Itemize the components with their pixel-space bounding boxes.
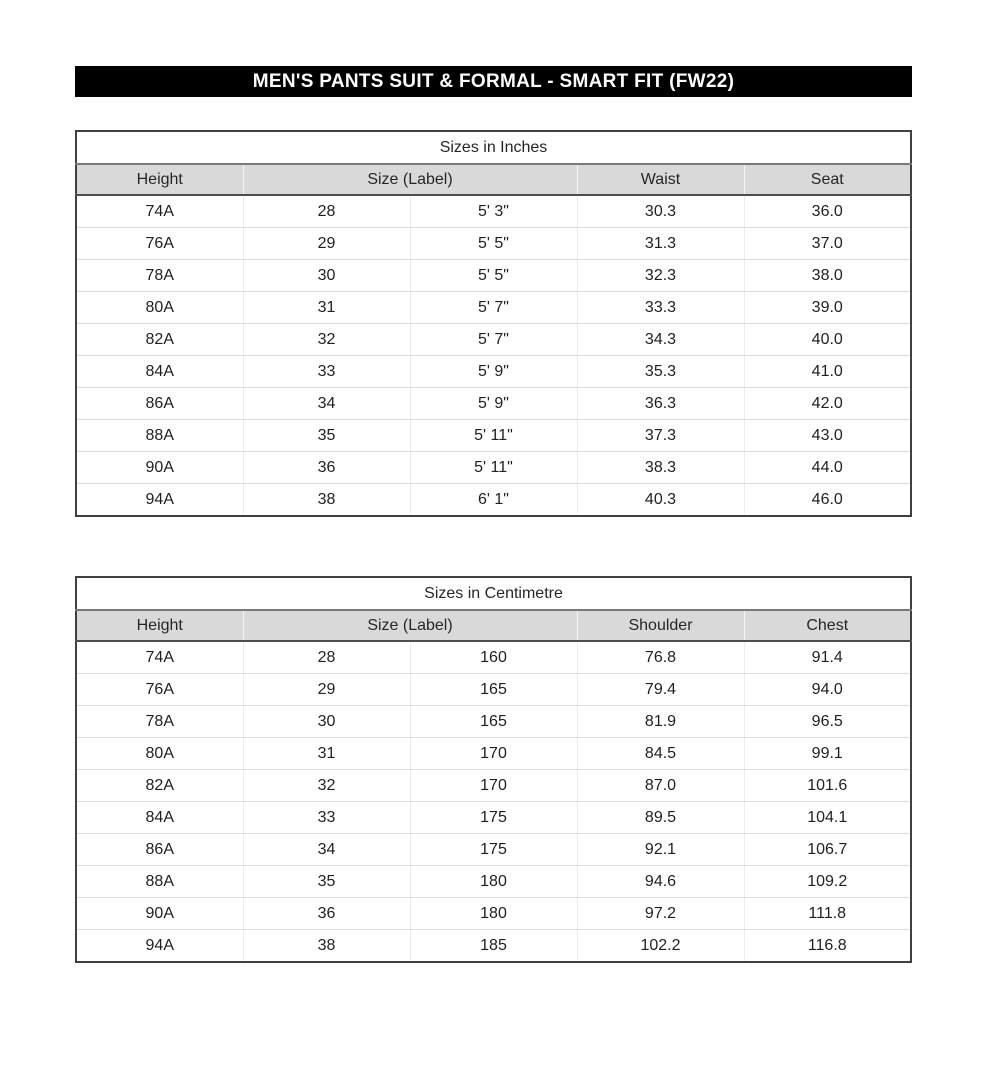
- table-cell: 33: [243, 802, 410, 834]
- column-header-height: Height: [76, 610, 243, 641]
- table-cell: 165: [410, 706, 577, 738]
- table-cell: 104.1: [744, 802, 911, 834]
- table-cell: 80A: [76, 292, 243, 324]
- table-cell: 99.1: [744, 738, 911, 770]
- table-cell: 76A: [76, 228, 243, 260]
- table-row: [76, 452, 911, 484]
- table-cell: 30.3: [577, 195, 744, 228]
- table-cell: 78A: [76, 706, 243, 738]
- table-cell: 88A: [76, 420, 243, 452]
- table-cell: 43.0: [744, 420, 911, 452]
- table-row: [76, 228, 911, 260]
- table-row: [76, 802, 911, 834]
- table-cell: 82A: [76, 770, 243, 802]
- table-cell: 5' 3": [410, 195, 577, 228]
- column-header-size-label: Size (Label): [243, 164, 577, 195]
- table-cell: 94.6: [577, 866, 744, 898]
- table-cell: 74A: [76, 641, 243, 674]
- column-header-chest: Chest: [744, 610, 911, 641]
- column-header-shoulder: Shoulder: [577, 610, 744, 641]
- table-row: [76, 641, 911, 674]
- table-cell: 34: [243, 388, 410, 420]
- table-cell: 185: [410, 930, 577, 963]
- column-header-height: Height: [76, 164, 243, 195]
- table-cell: 97.2: [577, 898, 744, 930]
- table-title-row: [76, 131, 911, 164]
- sizes-in-inches-table: [75, 130, 912, 517]
- table-cell: 29: [243, 674, 410, 706]
- table-cell: 31.3: [577, 228, 744, 260]
- table-cell: 90A: [76, 898, 243, 930]
- table-cell: 31: [243, 292, 410, 324]
- table-cell: 38: [243, 930, 410, 963]
- inches-table-body: [76, 195, 911, 516]
- table-cell: 30: [243, 706, 410, 738]
- table-cell: 175: [410, 802, 577, 834]
- table-cell: 40.3: [577, 484, 744, 517]
- column-header-seat: Seat: [744, 164, 911, 195]
- table-cell: 29: [243, 228, 410, 260]
- page-title: MEN'S PANTS SUIT & FORMAL - SMART FIT (FW22): [252, 70, 735, 92]
- table-cell: 35: [243, 866, 410, 898]
- table-cell: 32.3: [577, 260, 744, 292]
- table-cell: 170: [410, 738, 577, 770]
- table-title: Sizes in Inches: [76, 131, 911, 164]
- table-cell: 39.0: [744, 292, 911, 324]
- table-cell: 109.2: [744, 866, 911, 898]
- table-cell: 38: [243, 484, 410, 517]
- table-cell: 32: [243, 770, 410, 802]
- table-cell: 5' 7": [410, 324, 577, 356]
- table-cell: 5' 9": [410, 356, 577, 388]
- table-cell: 5' 11": [410, 452, 577, 484]
- table-row: [76, 674, 911, 706]
- table-cell: 36.3: [577, 388, 744, 420]
- table-cell: 94A: [76, 484, 243, 517]
- table-title: Sizes in Centimetre: [76, 577, 911, 610]
- table-cell: 36.0: [744, 195, 911, 228]
- table-cell: 5' 5": [410, 228, 577, 260]
- table-cell: 5' 7": [410, 292, 577, 324]
- table-row: [76, 356, 911, 388]
- table-cell: 33.3: [577, 292, 744, 324]
- table-cell: 87.0: [577, 770, 744, 802]
- table-cell: 41.0: [744, 356, 911, 388]
- table-cell: 165: [410, 674, 577, 706]
- table-cell: 28: [243, 641, 410, 674]
- table-title-row: [76, 577, 911, 610]
- table-cell: 101.6: [744, 770, 911, 802]
- table-cell: 76.8: [577, 641, 744, 674]
- table-row: [76, 898, 911, 930]
- table-cell: 102.2: [577, 930, 744, 963]
- table-cell: 175: [410, 834, 577, 866]
- table-cell: 88A: [76, 866, 243, 898]
- table-cell: 84A: [76, 356, 243, 388]
- table-cell: 84.5: [577, 738, 744, 770]
- table-row: [76, 866, 911, 898]
- table-cell: 40.0: [744, 324, 911, 356]
- table-cell: 94A: [76, 930, 243, 963]
- table-cell: 96.5: [744, 706, 911, 738]
- sizes-in-centimetre-table: [75, 576, 912, 963]
- table-cell: 160: [410, 641, 577, 674]
- table-cell: 33: [243, 356, 410, 388]
- table-cell: 76A: [76, 674, 243, 706]
- page-title-banner: [75, 66, 912, 97]
- table-cell: 86A: [76, 834, 243, 866]
- table-row: [76, 930, 911, 963]
- table-cell: 35: [243, 420, 410, 452]
- column-header-size-label: Size (Label): [243, 610, 577, 641]
- table-cell: 180: [410, 866, 577, 898]
- table-cell: 34.3: [577, 324, 744, 356]
- table-row: [76, 420, 911, 452]
- table-row: [76, 738, 911, 770]
- table-cell: 30: [243, 260, 410, 292]
- table-cell: 92.1: [577, 834, 744, 866]
- table-header-row: [76, 610, 911, 641]
- table-row: [76, 834, 911, 866]
- table-cell: 37.0: [744, 228, 911, 260]
- table-header-row: [76, 164, 911, 195]
- table-cell: 86A: [76, 388, 243, 420]
- table-cell: 74A: [76, 195, 243, 228]
- table-cell: 82A: [76, 324, 243, 356]
- table-row: [76, 292, 911, 324]
- table-cell: 46.0: [811, 490, 843, 508]
- table-cell: 116.8: [807, 936, 847, 954]
- table-row: [76, 484, 911, 517]
- table-cell: 44.0: [744, 452, 911, 484]
- table-cell: 80A: [76, 738, 243, 770]
- table-cell: 5' 11": [410, 420, 577, 452]
- table-cell: 42.0: [744, 388, 911, 420]
- table-cell: 78A: [76, 260, 243, 292]
- table-cell: 84A: [76, 802, 243, 834]
- centimetre-table-body: [76, 641, 911, 962]
- table-cell: 36: [243, 898, 410, 930]
- table-cell: 38.0: [744, 260, 911, 292]
- table-cell: 6' 1": [410, 484, 577, 517]
- table-cell: 170: [410, 770, 577, 802]
- table-row: [76, 706, 911, 738]
- table-cell: 89.5: [577, 802, 744, 834]
- table-cell: 91.4: [744, 641, 911, 674]
- table-cell: 36: [243, 452, 410, 484]
- table-row: [76, 260, 911, 292]
- table-cell: 38.3: [577, 452, 744, 484]
- table-cell: 31: [243, 738, 410, 770]
- table-row: [76, 324, 911, 356]
- table-cell: 28: [243, 195, 410, 228]
- table-cell: 5' 5": [410, 260, 577, 292]
- table-row: [76, 388, 911, 420]
- table-cell: 34: [243, 834, 410, 866]
- table-cell: 111.8: [744, 898, 911, 930]
- table-cell: 35.3: [577, 356, 744, 388]
- table-cell: 180: [410, 898, 577, 930]
- table-row: [76, 770, 911, 802]
- table-cell: 81.9: [577, 706, 744, 738]
- table-cell: 90A: [76, 452, 243, 484]
- table-cell: 37.3: [577, 420, 744, 452]
- table-cell: 79.4: [577, 674, 744, 706]
- table-cell: 5' 9": [410, 388, 577, 420]
- table-cell: 106.7: [744, 834, 911, 866]
- column-header-waist: Waist: [577, 164, 744, 195]
- table-row: [76, 195, 911, 228]
- table-cell: 94.0: [744, 674, 911, 706]
- table-cell: 32: [243, 324, 410, 356]
